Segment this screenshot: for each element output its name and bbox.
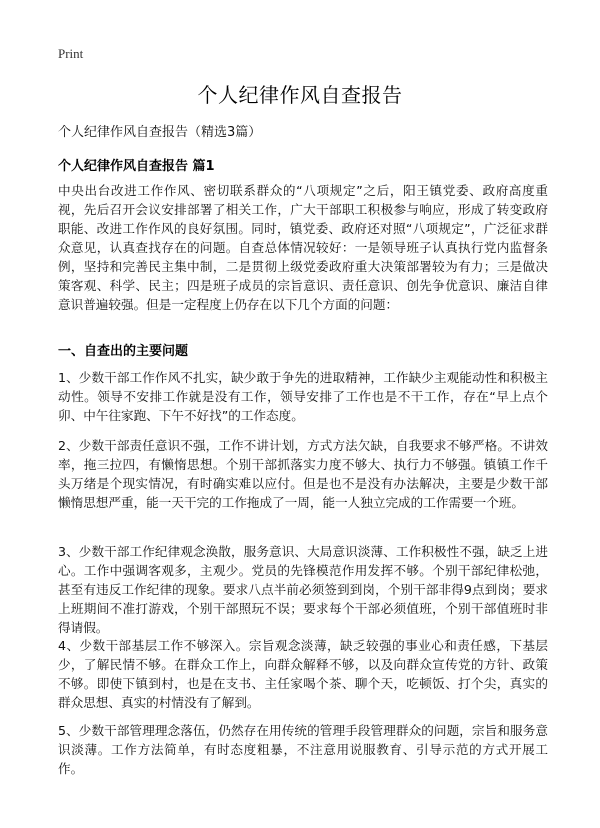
list-item: 1、少数干部工作作风不扎实，缺少敢于争先的进取精神，工作缺少主观能动性和积极主动性。领导不安排工作就是没有工作，领导安排了工作也是不干工作，存在“早上点个卯、中午往家跑、下午不好找”的工作态度。 — [58, 370, 548, 423]
document-subtitle: 个人纪律作风自查报告（精选3篇） — [58, 125, 262, 140]
list-item: 5、少数干部管理理念落伍，仍然存在用传统的管理手段管理群众的问题，宗旨和服务意识淡薄。工作方法简单，有时态度粗暴，不注意用说服教育、引导示范的方式开展工作。 — [58, 723, 548, 776]
list-item: 3、少数干部工作纪律观念涣散，服务意识、大局意识淡薄、工作积极性不强，缺乏上进心。工作中强调客观多，主观少。党员的先锋模范作用发挥不够。个别干部纪律松弛，甚至有违反工作纪律的现象。要求八点半前必须签到到岗，个别干部非得9点到岗；要求上班期间不准打游戏，个别干部照玩不误；要求每个干部必须值班，个别干部值班时非得请假。 — [58, 544, 548, 635]
print-label[interactable]: Print — [58, 46, 84, 61]
list-item: 2、少数干部责任意识不强，工作不讲计划，方式方法欠缺，自我要求不够严格。不讲效率，拖三拉四，有懒惰思想。个别干部抓落实力度不够大、执行力不够强。镇镇工作千头万绪是个现实情况，有时确实难以应付。但是也不是没有办法解决，主要是少数干部懒惰思想严重，能一天干完的工作拖成了一周，能一人独立完成的工作需要一个班。 — [58, 438, 548, 510]
document-title: 个人纪律作风自查报告 — [197, 83, 403, 107]
list-item: 4、少数干部基层工作不够深入。宗旨观念淡薄，缺乏较强的事业心和责任感，下基层少，了解民情不够。在群众工作上，向群众解释不够，以及向群众宣传党的方针、政策不够。即使下镇到村，也是在支书、主任家喝个茶、聊个天，吃顿饭、打个尖，真实的群众思想、真实的村情没有了解到。 — [58, 638, 548, 710]
part-heading: 个人纪律作风自查报告 篇1 — [58, 159, 215, 174]
intro-paragraph: 中央出台改进工作作风、密切联系群众的“八项规定”之后，阳王镇党委、政府高度重视，先后召开会议安排部署了相关工作，广大干部职工积极参与响应，形成了转变政府职能、改进工作作风的良好氛围。同时，镇党委、政府还对照“八项规定”，广泛征求群众意见，认真查找存在的问题。自查总体情况较好：一是领导班子认真执行党内监督条例，坚持和完善民主集中制，二是贯彻上级党委政府重大决策部署较为有力；三是做决策客观、科学、民主；四是班子成员的宗旨意识、责任意识、创先争优意识、廉洁自律意识普遍较强。但是一定程度上仍存在以下几个方面的问题： — [58, 183, 548, 312]
section-heading: 一、自查出的主要问题 — [58, 344, 189, 359]
